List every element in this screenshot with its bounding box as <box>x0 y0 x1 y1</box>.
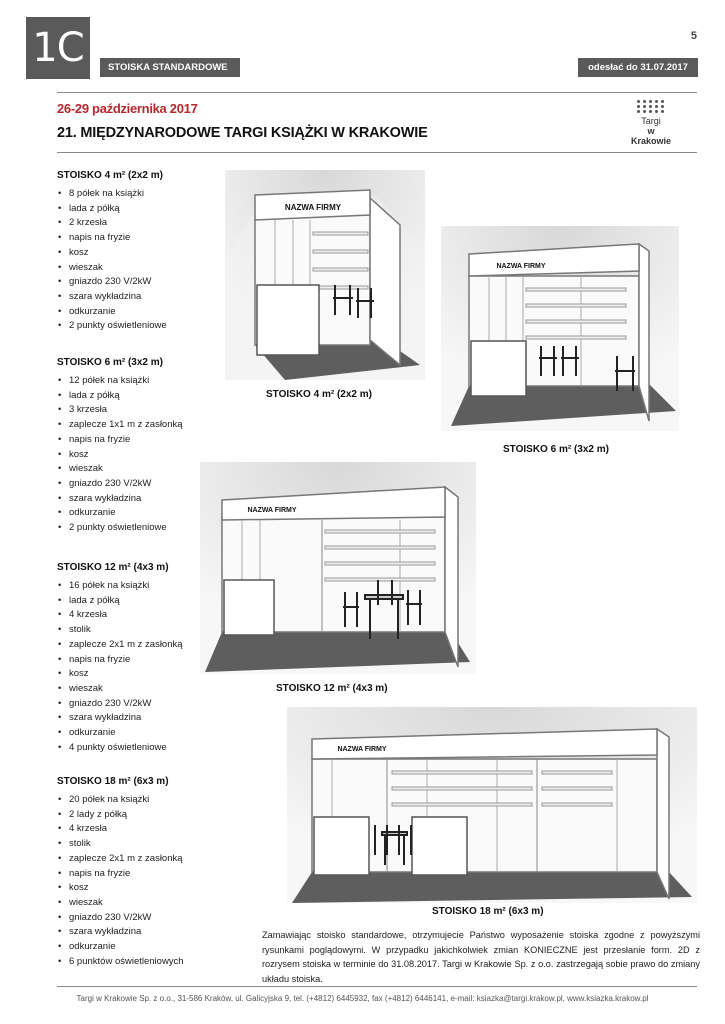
list-item: • kosz <box>57 448 227 463</box>
list-item: • gniazdo 230 V/2kW <box>57 477 227 492</box>
list-item: • wieszak <box>57 896 227 911</box>
booth-render-12m2 <box>200 462 476 674</box>
list-item: • odkurzanie <box>57 726 227 741</box>
list-item: • gniazdo 230 V/2kW <box>57 911 227 926</box>
booth-render-18m2 <box>287 707 697 903</box>
list-item: • wieszak <box>57 261 227 276</box>
caption-6m2: STOISKO 6 m² (3x2 m) <box>503 444 609 455</box>
list-item: • lada z półką <box>57 202 227 217</box>
list-item: • szara wykładzina <box>57 492 227 507</box>
fascia-text: NAZWA FIRMY <box>247 507 297 514</box>
fascia-text: NAZWA FIRMY <box>496 263 546 270</box>
list-item: • 2 punkty oświetleniowe <box>57 319 227 334</box>
list-item: • napis na fryzie <box>57 433 227 448</box>
booth-render-4m2 <box>225 170 425 380</box>
fascia-text: NAZWA FIRMY <box>284 203 342 212</box>
list-item: • kosz <box>57 667 227 682</box>
list-item: • odkurzanie <box>57 940 227 955</box>
list-item: • zaplecze 1x1 m z zasłonką <box>57 418 227 433</box>
event-title: 21. MIĘDZYNARODOWE TARGI KSIĄŻKI W KRAKOWIE <box>57 125 428 141</box>
list-item: • 12 półek na książki <box>57 374 227 389</box>
list-item: • napis na fryzie <box>57 867 227 882</box>
list-item: • wieszak <box>57 682 227 697</box>
fascia-text: NAZWA FIRMY <box>337 746 387 753</box>
list-item: • szara wykładzina <box>57 925 227 940</box>
stand-items <box>57 187 227 334</box>
list-item: • lada z półką <box>57 594 227 609</box>
list-item: • 16 półek na książki <box>57 579 227 594</box>
logo-line-2: w Krakowie <box>630 126 672 146</box>
list-item: • 4 krzesła <box>57 822 227 837</box>
list-item: • zaplecze 2x1 m z zasłonką <box>57 638 227 653</box>
event-date: 26-29 października 2017 <box>57 101 198 116</box>
list-item: • 4 punkty oświetleniowe <box>57 741 227 756</box>
stand-title: STOISKO 6 m² (3x2 m) <box>57 357 163 368</box>
caption-12m2: STOISKO 12 m² (4x3 m) <box>276 683 388 694</box>
list-item: • 3 krzesła <box>57 403 227 418</box>
list-item: • lada z półką <box>57 389 227 404</box>
list-item: • odkurzanie <box>57 305 227 320</box>
list-item: • 8 półek na książki <box>57 187 227 202</box>
list-item: • 6 punktów oświetleniowych <box>57 955 227 970</box>
deadline-badge: odesłać do 31.07.2017 <box>578 58 698 77</box>
logo-dots-icon <box>630 100 672 113</box>
list-item: • 2 punkty oświetleniowe <box>57 521 227 536</box>
caption-18m2: STOISKO 18 m² (6x3 m) <box>432 906 544 917</box>
booth-render-6m2 <box>441 226 679 431</box>
list-item: • kosz <box>57 246 227 261</box>
title-rule <box>57 152 697 153</box>
top-rule <box>57 92 697 93</box>
list-item: • odkurzanie <box>57 506 227 521</box>
list-item: • napis na fryzie <box>57 653 227 668</box>
list-item: • zaplecze 2x1 m z zasłonką <box>57 852 227 867</box>
ordering-note: Zamawiając stoisko standardowe, otrzymujecie Państwo wyposażenie stoiska zgodne z powyższymi rysunkami poglądowymi. W przypadku jakichkolwiek zmian KONIECZNE jest przesłanie form. 2D z rozrysem stoiska w terminie do 31.08.2017. Targi w Krakowie Sp. z o.o. zastrzegają sobie prawo do zmiany układu stoiska. <box>262 930 700 984</box>
caption-4m2: STOISKO 4 m² (2x2 m) <box>266 389 372 400</box>
stand-spec-18m2 <box>57 776 227 969</box>
list-item: • 2 krzesła <box>57 216 227 231</box>
list-item: • gniazdo 230 V/2kW <box>57 697 227 712</box>
list-item: • kosz <box>57 881 227 896</box>
stand-title: STOISKO 12 m² (4x3 m) <box>57 562 169 573</box>
list-item: • gniazdo 230 V/2kW <box>57 275 227 290</box>
targi-logo <box>630 100 672 144</box>
stand-spec-4m2 <box>57 170 227 334</box>
list-item: • napis na fryzie <box>57 231 227 246</box>
stand-title: STOISKO 18 m² (6x3 m) <box>57 776 169 787</box>
list-item: • szara wykładzina <box>57 290 227 305</box>
section-code-box: 1C <box>26 17 90 79</box>
page-number: 5 <box>690 30 697 42</box>
list-item: • 2 lady z półką <box>57 808 227 823</box>
stand-title: STOISKO 4 m² (2x2 m) <box>57 170 163 181</box>
footer-contact: Targi w Krakowie Sp. z o.o., 31-586 Kraków, ul. Galicyjska 9, tel. (+4812) 6445932, fax (+4812) 6446141, e-mail: ksiazka@targi.krakow.pl, www.ksiazka.krakow.pl <box>76 994 649 1003</box>
section-title-bar: STOISKA STANDARDOWE <box>100 58 240 77</box>
list-item: • stolik <box>57 623 227 638</box>
list-item: • szara wykładzina <box>57 711 227 726</box>
list-item: • wieszak <box>57 462 227 477</box>
stand-items <box>57 793 227 969</box>
list-item: • 20 półek na książki <box>57 793 227 808</box>
logo-line-1: Targi <box>641 116 661 126</box>
list-item: • 4 krzesła <box>57 608 227 623</box>
footer-rule <box>57 986 697 987</box>
list-item: • stolik <box>57 837 227 852</box>
